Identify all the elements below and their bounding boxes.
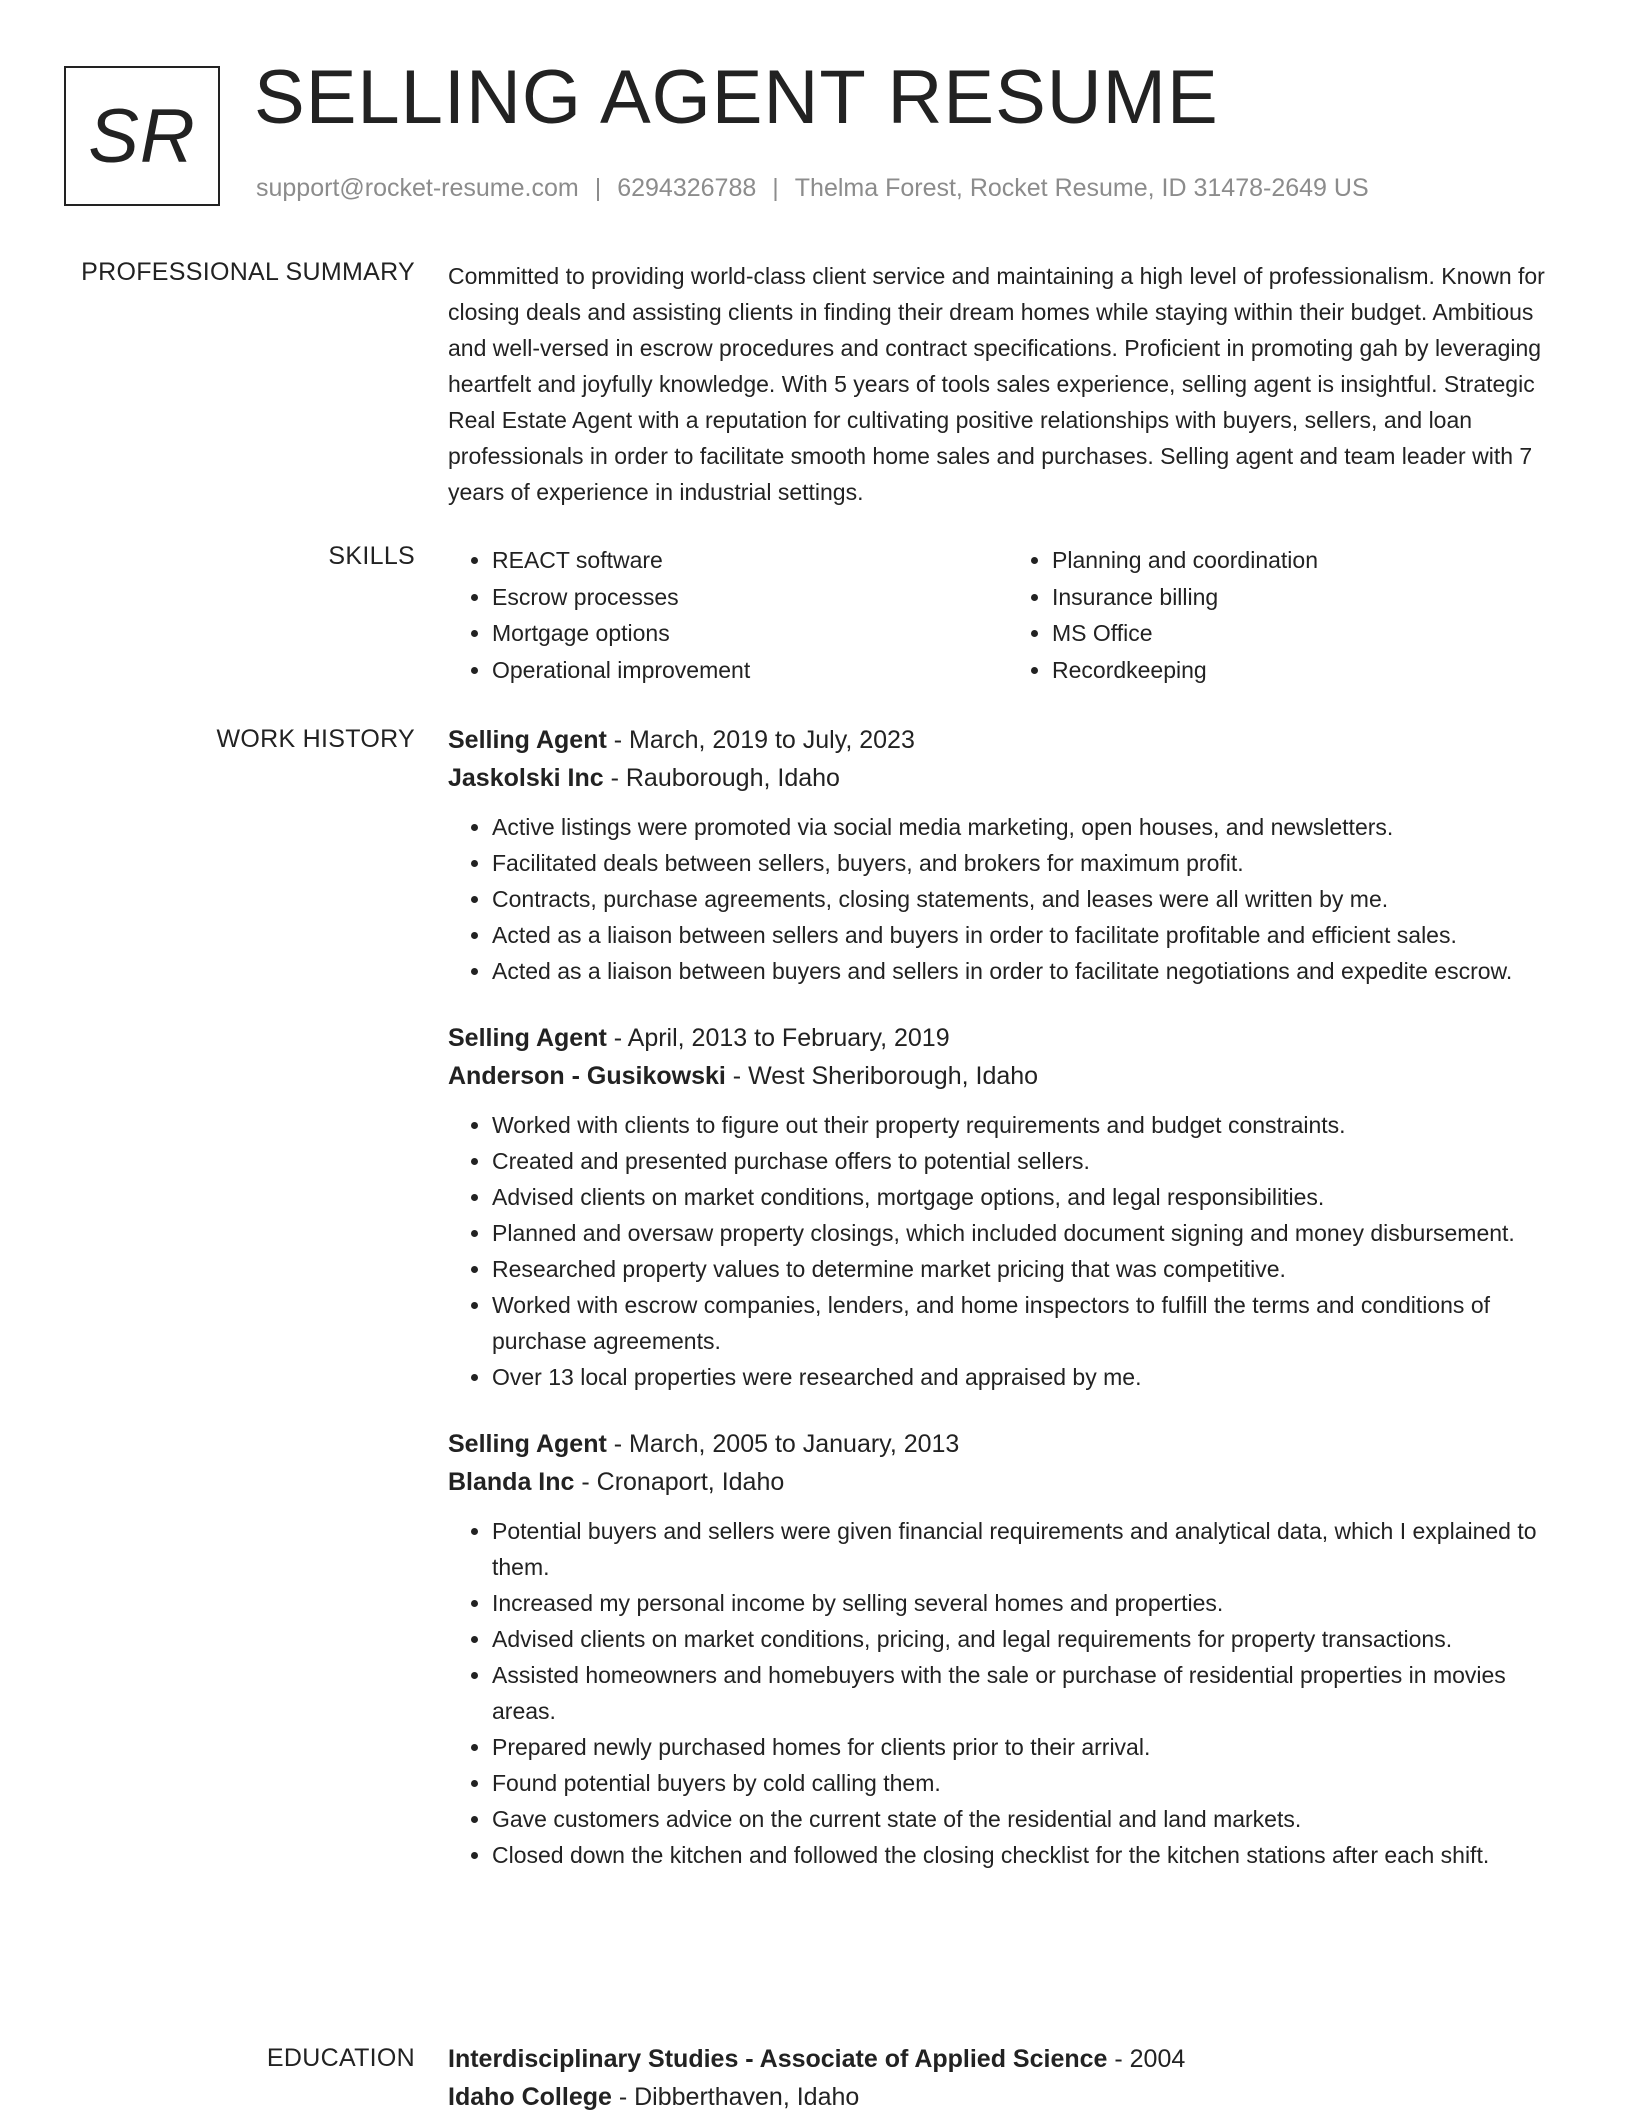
job-entry	[448, 1425, 1568, 1873]
skill-item: • Operational improvement	[492, 652, 1008, 689]
job-bullet: • Planned and oversaw property closings, which included document signing and money disbursement.	[492, 1215, 1568, 1251]
job-entry	[448, 1019, 1568, 1395]
job-bullets	[448, 1107, 1568, 1395]
job-title: Selling Agent	[448, 726, 607, 754]
job-company: Jaskolski Inc	[448, 764, 604, 792]
skill-item: • Mortgage options	[492, 615, 1008, 652]
skill-item: • Escrow processes	[492, 579, 1008, 616]
skill-item: • REACT software	[492, 542, 1008, 579]
job-bullet: • Potential buyers and sellers were given financial requirements and analytical data, which I explained to them.	[492, 1513, 1568, 1585]
skill-item: • Recordkeeping	[1052, 652, 1568, 689]
skills-list-right	[1008, 542, 1568, 688]
job-company-line	[448, 1463, 1568, 1501]
job-title: Selling Agent	[448, 1430, 607, 1458]
job-location: Cronaport, Idaho	[596, 1468, 785, 1496]
job-location: West Sheriborough, Idaho	[748, 1062, 1039, 1090]
job-bullet: • Created and presented purchase offers to potential sellers.	[492, 1143, 1568, 1179]
contact-line	[256, 174, 1369, 203]
job-dates: April, 2013 to February, 2019	[627, 1024, 950, 1052]
education-body	[448, 2040, 1568, 2116]
job-bullet: • Closed down the kitchen and followed the closing checklist for the kitchen stations after each shift.	[492, 1837, 1568, 1873]
job-company: Blanda Inc	[448, 1468, 575, 1496]
summary-body	[448, 258, 1568, 510]
contact-phone[interactable]: 6294326788	[617, 174, 757, 202]
job-bullet: • Acted as a liaison between buyers and sellers in order to facilitate negotiations and expedite escrow.	[492, 953, 1568, 989]
job-dash: -	[606, 1430, 630, 1458]
monogram-logo: SR	[64, 66, 220, 206]
job-bullets	[448, 1513, 1568, 1873]
skills-list-left	[448, 542, 1008, 688]
job-dash: -	[574, 1468, 597, 1496]
job-bullet: • Worked with clients to figure out their property requirements and budget constraints.	[492, 1107, 1568, 1143]
job-bullet: • Facilitated deals between sellers, buyers, and brokers for maximum profit.	[492, 845, 1568, 881]
education-school-line	[448, 2078, 1568, 2116]
job-dash: -	[725, 1062, 749, 1090]
education-degree-line	[448, 2040, 1568, 2078]
job-bullet: • Over 13 local properties were researched and appraised by me.	[492, 1359, 1568, 1395]
education-dash: -	[611, 2083, 635, 2111]
job-bullet: • Gave customers advice on the current state of the residential and land markets.	[492, 1801, 1568, 1837]
work-label: WORK HISTORY	[216, 725, 415, 753]
skill-item: • Insurance billing	[1052, 579, 1568, 616]
contact-address: Thelma Forest, Rocket Resume, ID 31478-2649 US	[794, 174, 1369, 202]
education-year: 2004	[1129, 2045, 1186, 2073]
job-title: Selling Agent	[448, 1024, 607, 1052]
job-title-line	[448, 1425, 1568, 1463]
job-location: Rauborough, Idaho	[625, 764, 840, 792]
job-company: Anderson - Gusikowski	[448, 1062, 726, 1090]
job-bullet: • Researched property values to determine market pricing that was competitive.	[492, 1251, 1568, 1287]
job-title-line	[448, 721, 1568, 759]
summary-label: PROFESSIONAL SUMMARY	[81, 258, 415, 286]
job-bullet: • Acted as a liaison between sellers and buyers in order to facilitate profitable and efficient sales.	[492, 917, 1568, 953]
job-bullet: • Increased my personal income by selling several homes and properties.	[492, 1585, 1568, 1621]
job-bullet: • Active listings were promoted via social media marketing, open houses, and newsletters.	[492, 809, 1568, 845]
skill-item: • MS Office	[1052, 615, 1568, 652]
job-bullet: • Advised clients on market conditions, pricing, and legal requirements for property transactions.	[492, 1621, 1568, 1657]
education-dash: -	[1107, 2045, 1130, 2073]
work-body	[448, 721, 1568, 1873]
job-bullet: • Advised clients on market conditions, mortgage options, and legal responsibilities.	[492, 1179, 1568, 1215]
contact-separator: |	[772, 174, 779, 202]
summary-text: Committed to providing world-class client service and maintaining a high level of professionalism. Known for closing deals and assisting clients in finding their dream homes while staying within their budget. Ambitious and well-versed in escrow procedures and contract specifications. Proficient in promoting gah by leveraging heartfelt and joyfully knowledge. With 5 years of tools sales experience, selling agent is insightful. Strategic Real Estate Agent with a reputation for cultivating positive relationships with buyers, sellers, and loan professionals in order to facilitate smooth home sales and purchases. Selling agent and team leader with 7 years of experience in industrial settings.	[448, 263, 1545, 505]
job-bullet: • Prepared newly purchased homes for clients prior to their arrival.	[492, 1729, 1568, 1765]
job-bullet: • Worked with escrow companies, lenders, and home inspectors to fulfill the terms and conditions of purchase agreements.	[492, 1287, 1568, 1359]
skills-columns	[448, 542, 1568, 688]
job-dash: -	[606, 1024, 628, 1052]
job-bullet: • Contracts, purchase agreements, closing statements, and leases were all written by me.	[492, 881, 1568, 917]
job-bullet: • Assisted homeowners and homebuyers with the sale or purchase of residential properties in movies areas.	[492, 1657, 1568, 1729]
job-bullets	[448, 809, 1568, 989]
job-dash: -	[603, 764, 626, 792]
job-company-line	[448, 1057, 1568, 1095]
contact-separator: |	[594, 174, 602, 202]
job-company-line	[448, 759, 1568, 797]
education-school: Idaho College	[448, 2083, 612, 2111]
job-entry	[448, 721, 1568, 989]
job-title-line	[448, 1019, 1568, 1057]
skills-body	[448, 542, 1568, 688]
job-dates: March, 2019 to July, 2023	[629, 726, 915, 754]
education-label: EDUCATION	[266, 2044, 415, 2072]
job-dates: March, 2005 to January, 2013	[629, 1430, 960, 1458]
skills-label: SKILLS	[328, 542, 415, 570]
education-location: Dibberthaven, Idaho	[634, 2083, 860, 2111]
skill-item: • Planning and coordination	[1052, 542, 1568, 579]
job-dash: -	[606, 726, 630, 754]
page-title: SELLING AGENT RESUME	[254, 55, 1219, 140]
education-degree: Interdisciplinary Studies - Associate of Applied Science	[448, 2045, 1108, 2073]
job-bullet: • Found potential buyers by cold calling them.	[492, 1765, 1568, 1801]
contact-email[interactable]: support@rocket-resume.com	[256, 174, 579, 202]
